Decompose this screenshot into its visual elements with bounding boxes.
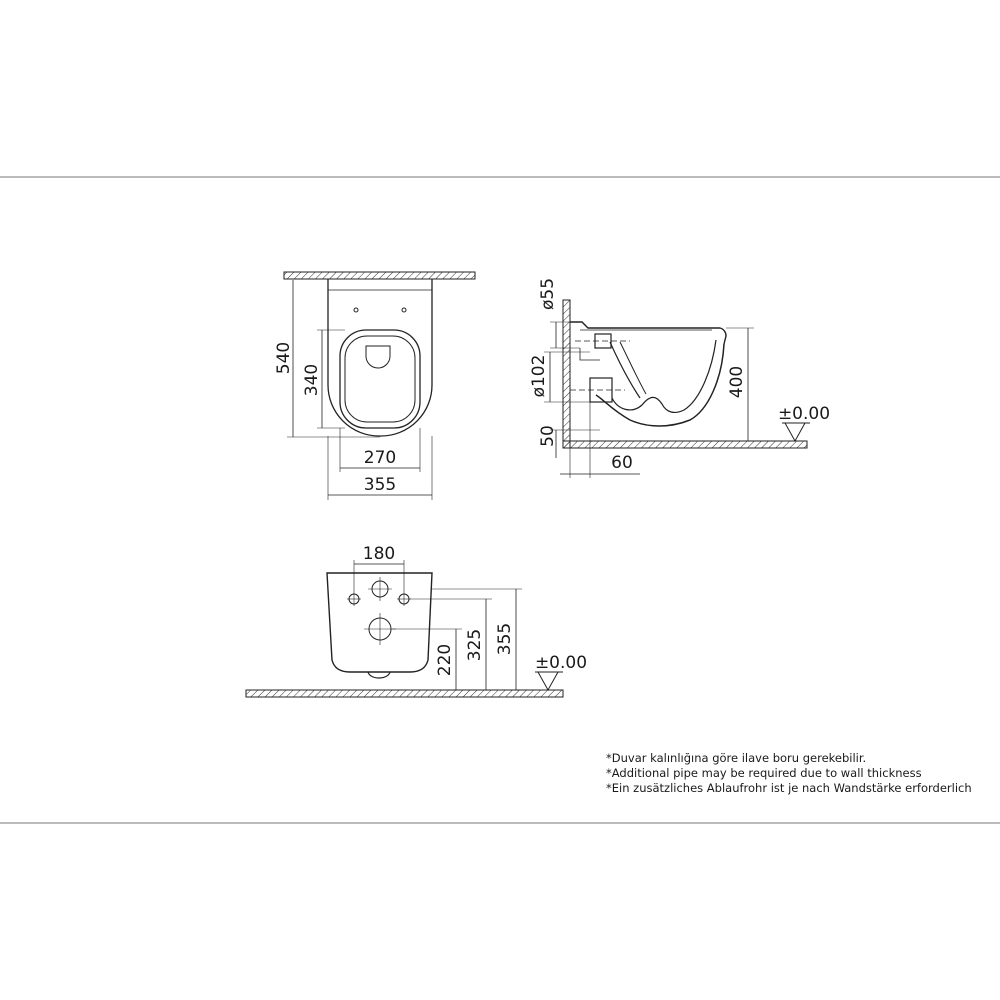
- side-view-bowl-inner: [612, 340, 716, 412]
- dim-outer-width: 355: [363, 475, 397, 495]
- fixing-hole-left: [347, 592, 361, 606]
- seat-fixing-hole-left: [354, 308, 358, 312]
- dim-seat-length: 340: [302, 363, 322, 397]
- dim-bottom-offset: 50: [538, 425, 558, 447]
- dim-total-height: 355: [495, 622, 515, 656]
- dim-inner-width: 270: [363, 448, 397, 468]
- note-german: *Ein zusätzliches Ablaufrohr ist je nach Wandstärke erforderlich: [606, 781, 972, 795]
- side-view-floor: [563, 441, 807, 448]
- rear-floor-level-marker: [535, 672, 563, 690]
- side-floor-level-marker: [782, 423, 810, 441]
- note-english: *Additional pipe may be required due to wall thickness: [606, 766, 922, 780]
- fixing-hole-right: [397, 592, 411, 606]
- dim-fixing-height: 325: [465, 628, 485, 662]
- bowl-opening: [366, 346, 390, 368]
- dim-pipe-diameter-small: ø55: [538, 277, 558, 311]
- dim-pipe-diameter-large: ø102: [529, 354, 549, 398]
- rear-view-body: [327, 573, 432, 672]
- side-floor-level-label: ±0.00: [777, 404, 831, 424]
- dim-bolt-spacing: 180: [362, 544, 396, 564]
- rear-floor-level-label: ±0.00: [534, 653, 588, 673]
- dim-drain-height: 220: [435, 643, 455, 677]
- top-view-wall: [284, 272, 475, 279]
- seat-inner: [345, 336, 415, 422]
- rear-view: [246, 560, 563, 697]
- dim-wall-offset: 60: [611, 453, 633, 473]
- seat-outline: [340, 330, 420, 428]
- top-view-bowl-outline: [328, 279, 432, 436]
- note-turkish: *Duvar kalınlığına göre ilave boru gerekebilir.: [606, 751, 867, 765]
- dim-height: 400: [727, 365, 747, 399]
- rear-inlet: [368, 577, 392, 601]
- rear-outlet: [364, 613, 396, 645]
- rear-view-floor: [246, 690, 563, 697]
- dim-overall-length: 540: [274, 341, 294, 375]
- seat-fixing-hole-right: [402, 308, 406, 312]
- side-view-bowl-outer: [596, 344, 724, 426]
- side-view: [544, 300, 810, 478]
